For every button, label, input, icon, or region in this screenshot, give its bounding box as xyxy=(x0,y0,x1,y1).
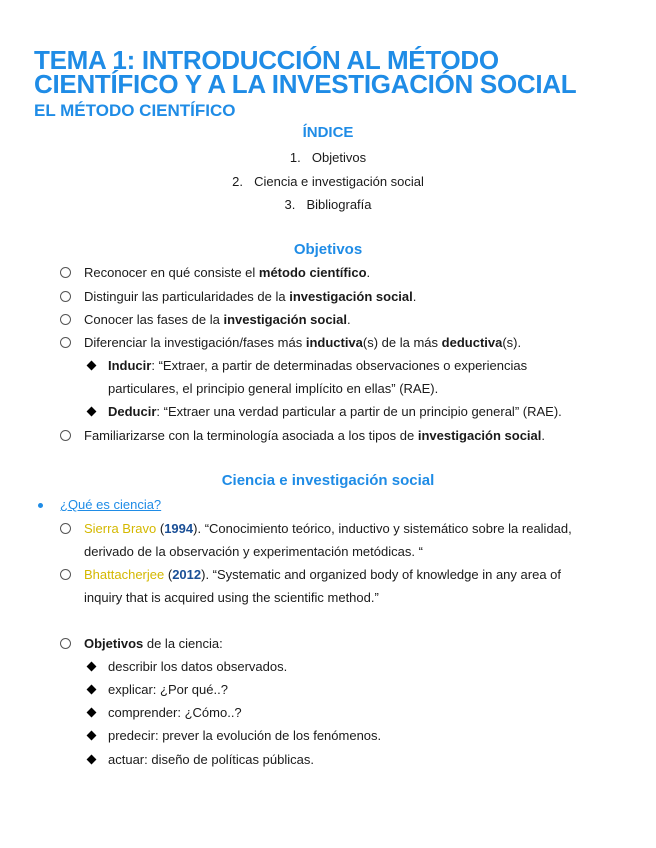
list-item: Diferenciar la investigación/fases más inductiva(s) de la más deductiva(s). xyxy=(84,335,522,350)
diamond-bullet-icon xyxy=(87,662,97,672)
index-item: 3. Bibliografía xyxy=(284,197,372,212)
circle-bullet-icon xyxy=(60,430,71,441)
index-heading: ÍNDICE xyxy=(302,124,354,141)
circle-bullet-icon xyxy=(60,523,71,534)
diamond-bullet-icon xyxy=(87,685,97,695)
circle-bullet-icon xyxy=(60,314,71,325)
list-item-continuation: particulares, el principio general implícito en ellas” (RAE). xyxy=(108,381,439,396)
list-item: describir los datos observados. xyxy=(108,659,288,674)
diamond-bullet-icon xyxy=(87,407,97,417)
list-item: Distinguir las particularidades de la investigación social. xyxy=(84,289,417,304)
diamond-bullet-icon xyxy=(87,708,97,718)
question-link[interactable]: ¿Qué es ciencia? xyxy=(60,497,162,512)
circle-bullet-icon xyxy=(60,569,71,580)
diamond-bullet-icon xyxy=(87,731,97,741)
dot-bullet-icon xyxy=(38,503,43,508)
list-item: Bhattacherjee (2012). “Systematic and organized body of knowledge in any area of xyxy=(84,567,561,582)
list-item: predecir: prever la evolución de los fenómenos. xyxy=(108,728,382,743)
list-item: Inducir: “Extraer, a partir de determinadas observaciones o experiencias xyxy=(108,358,528,373)
list-item: Deducir: “Extraer una verdad particular a partir de un principio general” (RAE). xyxy=(108,404,562,419)
circle-bullet-icon xyxy=(60,267,71,278)
list-item: comprender: ¿Cómo..? xyxy=(108,705,242,720)
list-item: Objetivos de la ciencia: xyxy=(84,636,223,651)
diamond-bullet-icon xyxy=(87,755,97,765)
page-title: TEMA 1: INTRODUCCIÓN AL MÉTODO CIENTÍFICO Y A LA INVESTIGACIÓN SOCIAL xyxy=(34,45,577,99)
circle-bullet-icon xyxy=(60,291,71,302)
list-item: Sierra Bravo (1994). “Conocimiento teórico, inductivo y sistemático sobre la realidad, xyxy=(84,521,572,536)
ciencia-heading: Ciencia e investigación social xyxy=(221,472,435,489)
list-item: actuar: diseño de políticas públicas. xyxy=(108,752,314,767)
list-item: Familiarizarse con la terminología asociada a los tipos de investigación social. xyxy=(84,428,546,443)
list-item: explicar: ¿Por qué..? xyxy=(108,682,228,697)
list-item-continuation: derivado de la observación y experimentación metódicas. “ xyxy=(84,544,423,559)
index-item: 2. Ciencia e investigación social xyxy=(232,174,424,189)
page-subtitle: EL MÉTODO CIENTÍFICO xyxy=(34,101,236,120)
circle-bullet-icon xyxy=(60,638,71,649)
list-item: Conocer las fases de la investigación social. xyxy=(84,312,351,327)
objetivos-heading: Objetivos xyxy=(293,241,363,258)
diamond-bullet-icon xyxy=(87,361,97,371)
circle-bullet-icon xyxy=(60,337,71,348)
list-item-continuation: inquiry that is acquired using the scientific method.” xyxy=(84,590,379,605)
index-item: 1. Objetivos xyxy=(289,150,367,165)
list-item: Reconocer en qué consiste el método científico. xyxy=(84,265,371,280)
